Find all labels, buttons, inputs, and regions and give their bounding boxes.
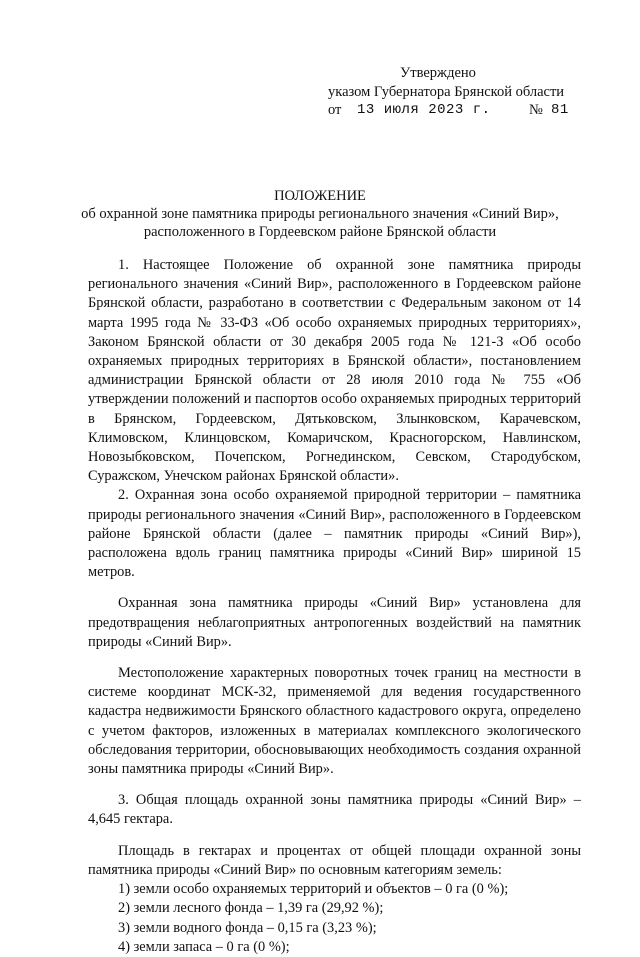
list-item: 3) земли водного фонда – 0,15 га (3,23 %);	[118, 919, 377, 936]
approval-number-prefix: №	[529, 102, 543, 118]
land-categories-list	[88, 880, 581, 957]
approval-label: Утверждено	[400, 65, 476, 81]
document-body	[88, 256, 581, 957]
approval-date-prefix: от	[328, 102, 342, 118]
approval-date: 13 июля 2023 г.	[357, 102, 491, 118]
document-title: ПОЛОЖЕНИЕ	[274, 188, 366, 204]
paragraph-3: 3. Общая площадь охранной зоны памятника природы «Синий Вир» – 4,645 гектара.	[88, 792, 581, 828]
paragraph-1: 1. Настоящее Положение об охранной зоне памятника природы регионального значения «Синий Вир», расположенного в Гордеевском районе Брянской области, разработано в соответствии с Федеральным законом от 14 марта 1995 года № 33-ФЗ «Об особо охраняемых природных территориях», Законом Брянской области от 30 декабря 2005 года № 121-З «Об особо охраняемых природных территориях в Брянской области», постановлением администрации Брянской области от 28 июля 2010 года № 755 «Об утверждении положений и паспортов особо охраняемых природных территорий в Брянском, Гордеевском, Дятьковском, Злынковском, Карачевском, Климовском, Клинцовском, Комаричском, Красногорском, Навлинском, Новозыбковском, Почепском, Рогнединском, Севском, Стародубском, Суражском, Унечском районах Брянской области».	[88, 257, 581, 485]
approval-authority: указом Губернатора Брянской области	[328, 84, 565, 100]
list-item: 2) земли лесного фонда – 1,39 га (29,92 %);	[118, 900, 384, 917]
paragraph-2: 2. Охранная зона особо охраняемой природной территории – памятника природы регионального значения «Синий Вир», расположенного в Гордеевском районе Брянской области (далее – памятник природы «Синий Вир»), расположена вдоль границ памятника природы «Синий Вир» шириной 15 метров.	[88, 487, 581, 581]
list-item: 1) земли особо охраняемых территорий и объектов – 0 га (0 %);	[118, 881, 509, 898]
paragraph-3-land-categories-intro: Площадь в гектарах и процентах от общей площади охранной зоны памятника природы «Синий Вир» по основным категориям земель:	[88, 842, 581, 878]
document-subtitle-line-1: об охранной зоне памятника природы регионального значения «Синий Вир»,	[81, 206, 559, 222]
paragraph-2-boundary-location: Местоположение характерных поворотных точек границ на местности в системе координат МСК-32, применяемой для ведения государственного кадастра недвижимости Брянского областного кадастрового округа, определено с учетом факторов, изложенных в материалах комплексного экологического обследования территории, обосновывающих необходимость создания охранной зоны памятника природы «Синий Вир».	[88, 665, 581, 778]
paragraph-2-protection-purpose: Охранная зона памятника природы «Синий Вир» установлена для предотвращения неблагоприятных антропогенных воздействий на памятник природы «Синий Вир».	[88, 595, 581, 650]
list-item: 4) земли запаса – 0 га (0 %);	[118, 938, 290, 955]
document-subtitle-line-2: расположенного в Гордеевском районе Брянской области	[143, 224, 497, 240]
approval-number: 81	[551, 102, 569, 118]
